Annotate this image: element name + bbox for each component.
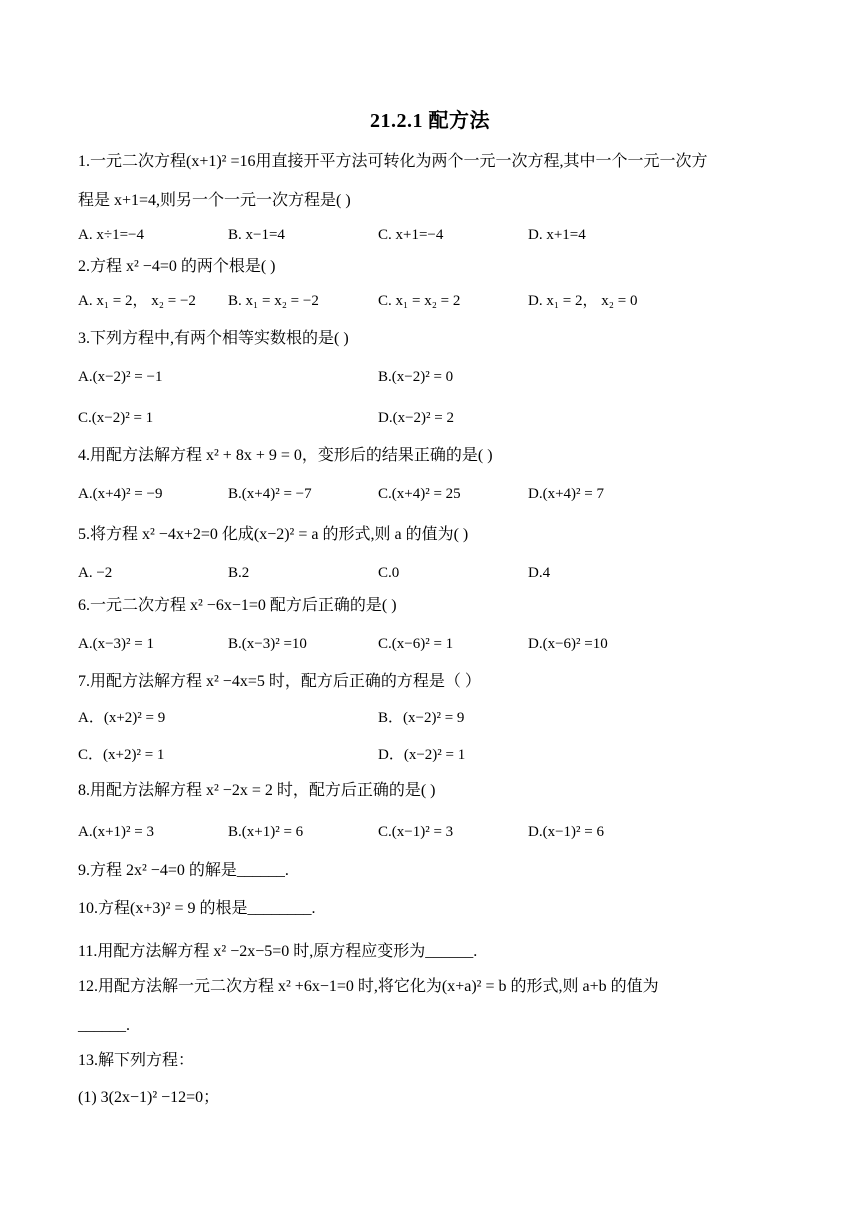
q11-stem: 11.用配方法解方程 x² −2x−5=0 时,原方程应变形为______. — [78, 943, 478, 960]
q6-options — [78, 633, 798, 655]
page-title: 21.2.1 配方法 — [370, 110, 490, 132]
q2-option-a: A. x₁ = 2， x₂ = −2 — [78, 293, 196, 309]
q2-option-c: C. x₁ = x₂ = 2 — [378, 293, 461, 309]
q5-option-d: D.4 — [528, 565, 551, 581]
q8-option-b: B.(x+1)² = 6 — [228, 824, 304, 840]
q12-stem-line1: 12.用配方法解一元二次方程 x² +6x−1=0 时,将它化为(x+a)² = b 的形式,则 a+b 的值为 — [78, 978, 659, 995]
q13-part1: (1) 3(2x−1)² −12=0； — [78, 1089, 220, 1106]
q1-stem-line1: 1.一元二次方程(x+1)² =16用直接开平方法可转化为两个一元一次方程,其中一个一元一次方 — [78, 153, 708, 170]
q8-option-d: D.(x−1)² = 6 — [528, 824, 604, 840]
q5-option-a: A. −2 — [78, 565, 113, 581]
q4-option-c: C.(x+4)² = 25 — [378, 486, 461, 502]
q10-stem: 10.方程(x+3)² = 9 的根是________. — [78, 900, 316, 917]
q4-options — [78, 483, 798, 505]
q13-stem: 13.解下列方程： — [78, 1052, 195, 1069]
q3-stem: 3.下列方程中,有两个相等实数根的是( ) — [78, 330, 349, 347]
q7-option-d: D．(x−2)² = 1 — [378, 747, 466, 763]
q1-option-a: A. x÷1=−4 — [78, 227, 144, 243]
q1-option-d: D. x+1=4 — [528, 227, 586, 243]
q8-options — [78, 821, 798, 843]
q1-option-c: C. x+1=−4 — [378, 227, 444, 243]
q5-option-c: C.0 — [378, 565, 400, 581]
q2-option-d: D. x₁ = 2， x₂ = 0 — [528, 293, 638, 309]
q8-option-c: C.(x−1)² = 3 — [378, 824, 454, 840]
q5-stem: 5.将方程 x² −4x+2=0 化成(x−2)² = a 的形式,则 a 的值为( ) — [78, 526, 469, 543]
q6-option-d: D.(x−6)² =10 — [528, 636, 608, 652]
q6-option-a: A.(x−3)² = 1 — [78, 636, 154, 652]
q7-option-b: B．(x−2)² = 9 — [378, 710, 465, 726]
q3-option-c: C.(x−2)² = 1 — [78, 410, 154, 426]
q5-options — [78, 562, 798, 584]
q8-stem: 8.用配方法解方程 x² −2x = 2 时，配方后正确的是( ) — [78, 782, 436, 799]
q3-options-row1 — [78, 366, 798, 388]
q4-option-b: B.(x+4)² = −7 — [228, 486, 312, 502]
q3-options-row2 — [78, 407, 798, 429]
q9-stem: 9.方程 2x² −4=0 的解是______. — [78, 862, 289, 879]
q7-options-row2 — [78, 744, 798, 766]
q4-stem: 4.用配方法解方程 x² + 8x + 9 = 0，变形后的结果正确的是( ) — [78, 447, 493, 464]
q6-option-c: C.(x−6)² = 1 — [378, 636, 454, 652]
q1-options — [78, 224, 798, 246]
q7-options-row1 — [78, 707, 798, 729]
q4-option-a: A.(x+4)² = −9 — [78, 486, 163, 502]
q7-option-c: C．(x+2)² = 1 — [78, 747, 165, 763]
q6-option-b: B.(x−3)² =10 — [228, 636, 307, 652]
q6-stem: 6.一元二次方程 x² −6x−1=0 配方后正确的是( ) — [78, 597, 397, 614]
q1-stem-line2: 程是 x+1=4,则另一个一元一次方程是( ) — [78, 192, 351, 209]
q7-option-a: A．(x+2)² = 9 — [78, 710, 166, 726]
q12-stem-line2: ______. — [78, 1017, 130, 1034]
q4-option-d: D.(x+4)² = 7 — [528, 486, 604, 502]
q5-option-b: B.2 — [228, 565, 250, 581]
q3-option-b: B.(x−2)² = 0 — [378, 369, 454, 385]
q7-stem: 7.用配方法解方程 x² −4x=5 时，配方后正确的方程是（ ） — [78, 673, 481, 690]
q1-option-b: B. x−1=4 — [228, 227, 285, 243]
q2-stem: 2.方程 x² −4=0 的两个根是( ) — [78, 258, 276, 275]
q2-options — [78, 290, 798, 312]
q3-option-d: D.(x−2)² = 2 — [378, 410, 454, 426]
q3-option-a: A.(x−2)² = −1 — [78, 369, 163, 385]
q2-option-b: B. x₁ = x₂ = −2 — [228, 293, 319, 309]
q8-option-a: A.(x+1)² = 3 — [78, 824, 154, 840]
